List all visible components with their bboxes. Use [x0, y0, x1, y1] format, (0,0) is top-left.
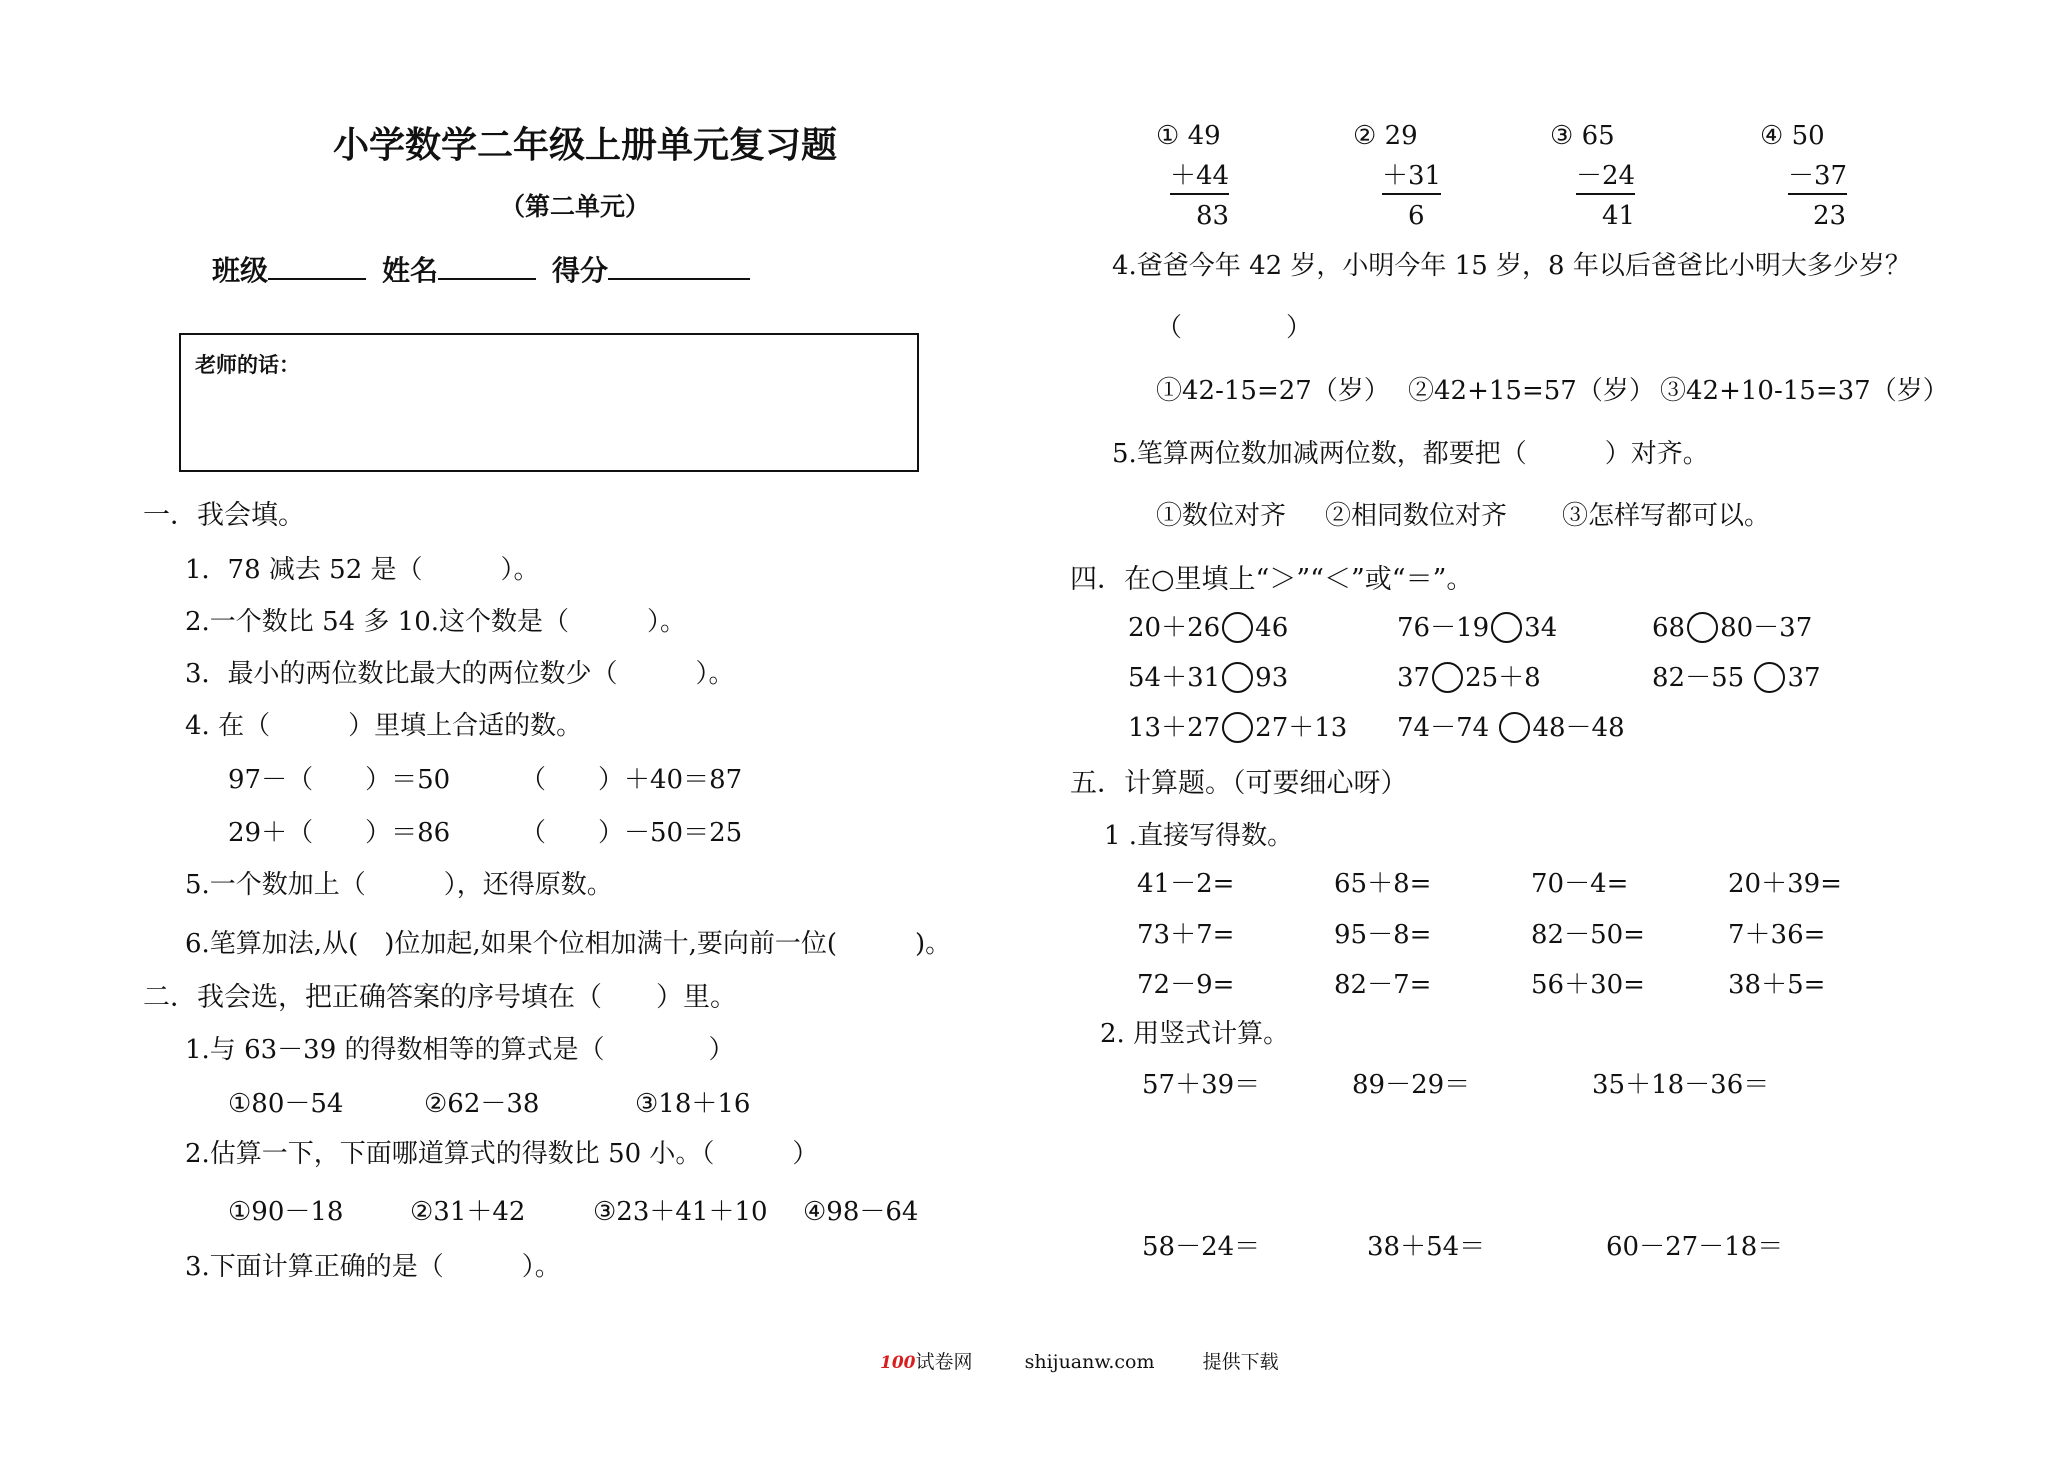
s1-question-2: 2.一个数比 54 多 10.这个数是（ ）。 — [185, 607, 687, 637]
addend-top: 50 — [1791, 121, 1825, 151]
sum-result: 83 — [1196, 201, 1230, 231]
score-field — [552, 254, 750, 287]
compare-circle[interactable] — [1491, 612, 1522, 643]
direct-calc-item: 82－7= — [1334, 970, 1432, 1000]
vertical-calc-item: 89－29＝ — [1352, 1070, 1471, 1100]
s2-q4-answer-blank[interactable]: （ ） — [1156, 313, 1313, 343]
q3-option-2 — [1353, 123, 1418, 149]
direct-calc-item: 95－8= — [1334, 920, 1432, 950]
s2-q1-option: ①80－54 — [228, 1089, 344, 1119]
vertical-calc-item: 38＋54＝ — [1367, 1232, 1486, 1262]
compare-item: 68 80－37 — [1652, 613, 1813, 643]
compare-circle[interactable] — [1222, 712, 1253, 743]
direct-calc-item: 73＋7= — [1137, 920, 1235, 950]
direct-calc-item: 7＋36= — [1728, 920, 1826, 950]
sum-result: 6 — [1408, 201, 1425, 231]
s5-part1-label: 1 .直接写得数。 — [1104, 821, 1294, 851]
section4-heading: 四．在○里填上“＞”“＜”或“＝”。 — [1070, 564, 1474, 595]
s1-question-3: 3．最小的两位数比最大的两位数少（ ）。 — [185, 659, 735, 689]
s1-q4-item: （ ）－50＝25 — [520, 818, 743, 848]
sum-result: 23 — [1813, 201, 1847, 231]
s2-q2-option: ④98－64 — [803, 1197, 919, 1227]
s2-q2-option: ①90－18 — [228, 1197, 344, 1227]
score-label: 得分 — [552, 254, 609, 287]
section1-heading: 一．我会填。 — [143, 500, 305, 531]
addend-top: 29 — [1384, 121, 1418, 151]
sum-result: 41 — [1602, 201, 1636, 231]
addend-bottom: ＋44 — [1170, 163, 1229, 189]
section5-heading: 五．计算题。（可要细心呀） — [1070, 768, 1408, 799]
s2-q4-option: ①42-15=27（岁） — [1156, 376, 1390, 406]
footer — [880, 1353, 1279, 1372]
s1-question-4: 4. 在（ ）里填上合适的数。 — [185, 711, 583, 741]
s2-q1-option: ②62－38 — [424, 1089, 540, 1119]
direct-calc-item: 65＋8= — [1334, 869, 1432, 899]
compare-circle[interactable] — [1687, 612, 1718, 643]
addend-top: 49 — [1187, 121, 1221, 151]
compare-item: 76－19 34 — [1397, 613, 1558, 643]
compare-circle[interactable] — [1499, 712, 1530, 743]
class-label: 班级 — [212, 254, 269, 287]
page-subtitle: （第二单元） — [500, 192, 651, 221]
direct-calc-item: 38＋5= — [1728, 970, 1826, 1000]
direct-calc-item: 72－9= — [1137, 970, 1235, 1000]
addend-bottom: －37 — [1788, 163, 1847, 189]
direct-calc-item: 56＋30= — [1531, 970, 1645, 1000]
compare-item: 37 25＋8 — [1397, 663, 1541, 693]
option-number: ④ — [1760, 121, 1784, 151]
s2-q4-option: ②42+15=57（岁） — [1408, 376, 1655, 406]
s5-part2-label: 2. 用竖式计算。 — [1100, 1019, 1290, 1049]
s2-question-5: 5.笔算两位数加减两位数，都要把（ ）对齐。 — [1112, 439, 1709, 469]
compare-circle[interactable] — [1754, 662, 1785, 693]
compare-item: 74－74 48－48 — [1397, 713, 1625, 743]
s2-question-3: 3.下面计算正确的是（ ）。 — [185, 1252, 561, 1282]
name-field — [382, 254, 536, 287]
s2-q1-option: ③18＋16 — [635, 1089, 751, 1119]
teacher-comment-box[interactable] — [179, 333, 919, 472]
compare-item: 82－55 37 — [1652, 663, 1821, 693]
site-link[interactable]: shijuanw.com — [1024, 1351, 1155, 1373]
q3-option-4 — [1760, 123, 1825, 149]
compare-circle[interactable] — [1222, 612, 1253, 643]
compare-item: 54＋31 93 — [1128, 663, 1289, 693]
compare-item: 20＋26 46 — [1128, 613, 1289, 643]
option-number: ② — [1353, 121, 1377, 151]
vertical-calc-item: 57＋39＝ — [1142, 1070, 1261, 1100]
option-number: ① — [1156, 121, 1180, 151]
compare-circle[interactable] — [1432, 662, 1463, 693]
addend-bottom: －24 — [1576, 163, 1635, 189]
direct-calc-item: 20＋39= — [1728, 869, 1842, 899]
compare-item: 13＋27 27＋13 — [1128, 713, 1348, 743]
s2-q4-option: ③42+10-15=37（岁） — [1660, 376, 1949, 406]
class-field — [212, 254, 366, 287]
s2-q2-option: ②31＋42 — [410, 1197, 526, 1227]
s1-question-1: 1．78 减去 52 是（ ）。 — [185, 555, 540, 585]
addend-top: 65 — [1581, 121, 1615, 151]
s2-q5-option: ①数位对齐 — [1156, 501, 1287, 531]
addend-bottom: ＋31 — [1382, 163, 1441, 189]
s1-q4-item: 29＋（ ）＝86 — [228, 818, 451, 848]
direct-calc-item: 82－50= — [1531, 920, 1645, 950]
s2-q5-option: ③怎样写都可以。 — [1562, 501, 1771, 531]
s2-question-4: 4.爸爸今年 42 岁，小明今年 15 岁，8 年以后爸爸比小明大多少岁？ — [1112, 251, 1911, 281]
score-blank[interactable] — [608, 278, 750, 280]
name-blank[interactable] — [438, 278, 536, 280]
direct-calc-item: 41－2= — [1137, 869, 1235, 899]
s2-question-2: 2.估算一下，下面哪道算式的得数比 50 小。（ ） — [185, 1139, 819, 1169]
s1-q4-item: 97－（ ）＝50 — [228, 765, 451, 795]
brand-name: 试卷网 — [915, 1351, 973, 1373]
teacher-comment-label: 老师的话： — [195, 352, 300, 377]
class-blank[interactable] — [268, 278, 366, 280]
vertical-calc-item: 35＋18－36＝ — [1592, 1070, 1770, 1100]
page-title: 小学数学二年级上册单元复习题 — [333, 124, 838, 166]
compare-circle[interactable] — [1222, 662, 1253, 693]
brand-logo: 100 — [880, 1353, 916, 1373]
s2-q5-option: ②相同数位对齐 — [1325, 501, 1508, 531]
s1-q4-item: （ ）＋40＝87 — [520, 765, 743, 795]
direct-calc-item: 70－4= — [1531, 869, 1629, 899]
q3-option-1 — [1156, 123, 1221, 149]
section2-heading: 二．我会选，把正确答案的序号填在（ ）里。 — [143, 982, 737, 1013]
q3-option-3 — [1550, 123, 1615, 149]
s2-question-1: 1.与 63－39 的得数相等的算式是（ ） — [185, 1035, 735, 1065]
s2-q2-option: ③23＋41＋10 — [593, 1197, 768, 1227]
s1-question-5: 5.一个数加上（ ），还得原数。 — [185, 870, 613, 900]
option-number: ③ — [1550, 121, 1574, 151]
s1-question-6: 6.笔算加法,从( )位加起,如果个位相加满十,要向前一位( )。 — [185, 929, 952, 959]
name-label: 姓名 — [382, 254, 439, 287]
footer-note: 提供下载 — [1202, 1351, 1279, 1373]
vertical-calc-item: 58－24＝ — [1142, 1232, 1261, 1262]
vertical-calc-item: 60－27－18＝ — [1606, 1232, 1784, 1262]
